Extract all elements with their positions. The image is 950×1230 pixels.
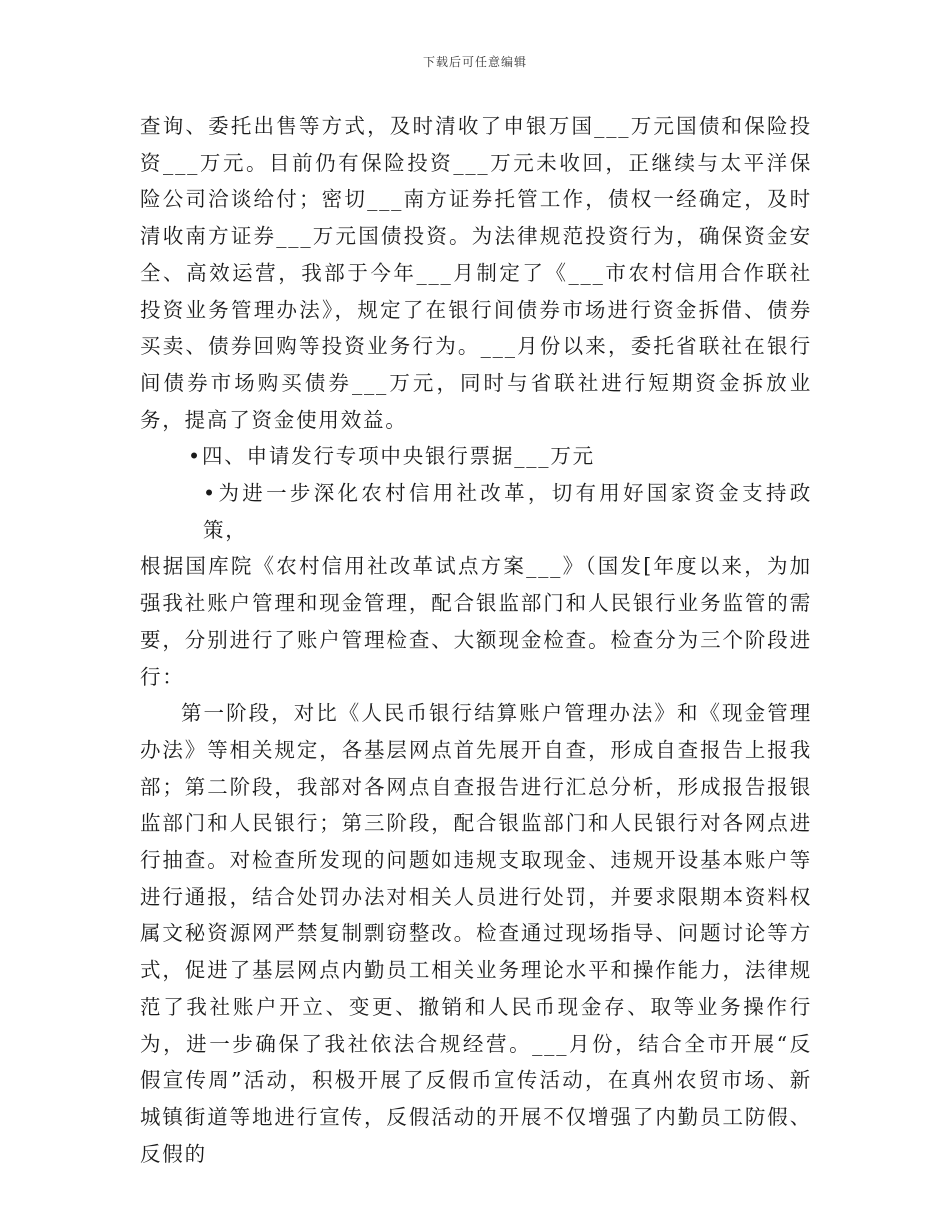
bullet-icon: • — [188, 444, 202, 469]
paragraph-reform: 根据国库院《农村信用社改革试点方案___》（国发[年度以来，为加强我社账户管理和现金管理，配合银监部门和人民银行业务监管的需要，分别进行了账户管理检查、大额现金检查。检查分为三个阶段进行： — [140, 554, 812, 689]
bullet-icon: • — [203, 481, 217, 506]
section-heading-four — [140, 438, 812, 475]
paragraph-reform-first-text: 为进一步深化农村信用社改革，切有用好国家资金支持政策， — [203, 481, 812, 542]
page-header: 下载后可任意编辑 — [422, 55, 527, 69]
paragraph-reform-first-line — [140, 475, 812, 548]
paragraph-inspection-stages: 第一阶段，对比《人民币银行结算账户管理办法》和《现金管理办法》等相关规定，各基层网点首先展开自查，形成自查报告上报我部；第二阶段，我部对各网点自查报告进行汇总分析，形成报告报银监部门和人民银行；第三阶段，配合银监部门和人民银行对各网点进行抽查。对检查所发现的问题如违规支取现金、违规开设基本账户等进行通报，结合处罚办法对相关人员进行处罚，并要求限期本资料权属文秘资源网严禁复制剽窃整改。检查通过现场指导、问题讨论等方式，促进了基层网点内勤员工相关业务理论水平和操作能力，法律规范了我社账户开立、变更、撤销和人民币现金存、取等业务操作行为，进一步确保了我社依法合规经营。___月份，结合全市开展“反假宣传周”活动，积极开展了反假币宣传活动，在真州农贸市场、新城镇街道等地进行宣传，反假活动的开展不仅增强了内勤员工防假、反假的 — [140, 701, 812, 1166]
paragraph-investment: 查询、委托出售等方式，及时清收了申银万国___万元国债和保险投资___万元。目前仍有保险投资___万元未收回，正继续与太平洋保险公司洽谈给付；密切___南方证券托管工作，债权一经确定，及时清收南方证券___万元国债投资。为法律规范投资行为，确保资金安全、高效运营，我部于今年___月制定了《___市农村信用合作联社投资业务管理办法》，规定了在银行间债券市场进行资金拆借、债券买卖、债券回购等投资业务行为。___月份以来，委托省联社在银行间债券市场购买债券___万元，同时与省联社进行短期资金拆放业务，提高了资金使用效益。 — [140, 114, 812, 432]
section-heading-text: 四、申请发行专项中央银行票据___万元 — [202, 444, 595, 469]
document-body — [140, 108, 812, 1172]
